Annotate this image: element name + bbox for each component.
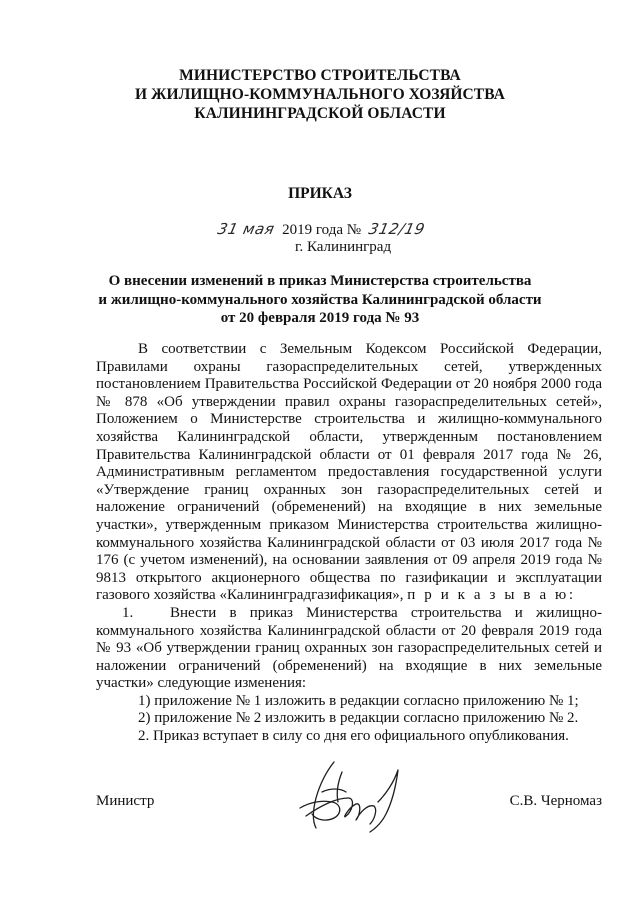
printed-year: 2019 года №: [282, 222, 362, 238]
minister-name: С.В. Черномаз: [509, 793, 602, 809]
ministry-line-3: КАЛИНИНГРАДСКОЙ ОБЛАСТИ: [194, 105, 446, 122]
order-word: п р и к а з ы в а ю:: [407, 587, 576, 604]
sub-item-1: 1) приложение № 1 изложить в редакции согласно приложению № 1;: [138, 692, 579, 709]
preamble-paragraph: [96, 341, 602, 605]
subject-line-1: О внесении изменений в приказ Министерства строительства: [108, 273, 532, 289]
order-item-2: 2. Приказ вступает в силу со дня его официального опубликования.: [138, 728, 569, 745]
preamble-text: В соответствии с Земельным Кодексом Российской Федерации, Правилами охраны газораспределительных сетей, утвержденных постановлением Правительства Российской Федерации от 20 ноября 2000 года № 878 «Об утверждении правил охраны газораспределительных сетей», Положением о Министерстве строительства и жилищно-коммунального хозяйства Калининградской области, утвержденным постановлением Правительства Калининградской области от 01 февраля 2017 года № 26, Административным регламентом предоставления государственной услуги «Утверждение границ охранных зон газораспределительных сетей и наложение ограничений (обременений) на входящие в них земельные участки», утвержденным приказом Министерства строительства жилищно-коммунального хозяйства Калининградской области от 03 июля 2017 года № 176 (с учетом изменений), на основании заявления от 09 апреля 2019 года № 9813 открытого акционерного общества по газификации и эксплуатации газового хозяйства «Калининградгазификация»,: [96, 341, 602, 604]
ministry-header: [0, 66, 640, 123]
subject-line-3: от 20 февраля 2019 года № 93: [220, 310, 420, 326]
minister-title: Министр: [96, 793, 155, 809]
order-body: [96, 341, 602, 746]
subject-line-2: и жилищно-коммунального хозяйства Калининградской области: [98, 291, 542, 308]
ministry-line-1: МИНИСТЕРСТВО СТРОИТЕЛЬСТВА: [179, 67, 461, 84]
item-1-number: 1.: [122, 604, 134, 621]
ministry-line-2: И ЖИЛИЩНО-КОММУНАЛЬНОГО ХОЗЯЙСТВА: [134, 86, 506, 103]
handwritten-date: 31 мая: [216, 220, 277, 238]
order-title: ПРИКАЗ: [288, 185, 352, 202]
signature-block: [96, 760, 602, 850]
handwritten-signature: [286, 758, 416, 838]
order-city: г. Калининград: [295, 239, 392, 255]
order-subject: [0, 272, 640, 328]
item-1-text: Внести в приказ Министерства строительства и жилищно-коммунального хозяйства Калининградской области от 20 февраля 2019 года № 93 «Об утверждении границ охранных зон газораспределительных сетей и наложении ограничений (обременений) на входящие в них земельные участки» следующие изменения:: [96, 604, 602, 692]
sub-item-2: 2) приложение № 2 изложить в редакции согласно приложению № 2.: [138, 710, 579, 727]
order-item-1: [96, 605, 602, 693]
handwritten-order-number: 312/19: [366, 220, 427, 238]
